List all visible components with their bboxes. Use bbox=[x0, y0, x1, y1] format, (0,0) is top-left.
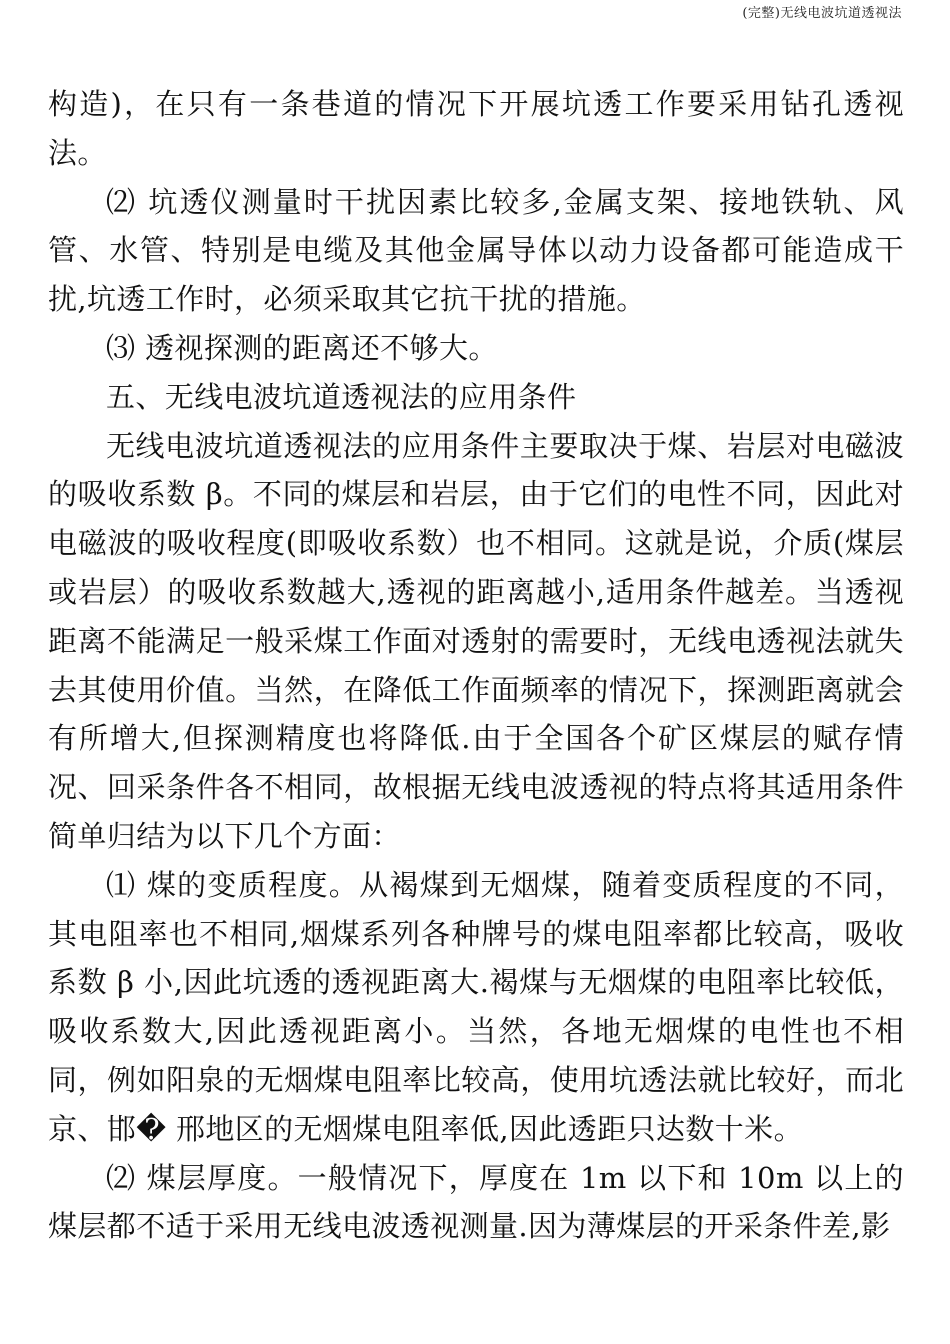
document-body bbox=[48, 80, 904, 1251]
section-heading-5: 五、无线电波坑道透视法的应用条件 bbox=[106, 379, 577, 414]
paragraph-item-3-distance: ⑶ 透视探测的距离还不够大。 bbox=[106, 330, 498, 365]
paragraph-item-1-metamorphism: ⑴ 煤的变质程度。从褐煤到无烟煤，随着变质程度的不同，其电阻率也不相同,烟煤系列各种牌号的煤电阻率都比较高，吸收系数 β 小,因此坑透的透视距离大.褐煤与无烟煤的电阻率比较低，吸收系数大,因此透视距离小。当然，各地无烟煤的电性也不相同，例如阳泉的无烟煤电阻率比较高，使用坑透法就比较好，而北京、邯� 邢地区的无烟煤电阻率低,因此透距只达数十米。 bbox=[48, 867, 904, 1146]
running-header-title: (完整)无线电波坑道透视法 bbox=[742, 6, 902, 21]
paragraph-item-2-interference: ⑵ 坑透仪测量时干扰因素比较多,金属支架、接地铁轨、风管、水管、特别是电缆及其他金属导体以动力设备都可能造成干扰,坑透工作时，必须采取其它抗干扰的措施。 bbox=[48, 184, 904, 317]
paragraph-application-conditions: 无线电波坑道透视法的应用条件主要取决于煤、岩层对电磁波的吸收系数 β。不同的煤层和岩层，由于它们的电性不同，因此对电磁波的吸收程度(即吸收系数）也不相同。这就是说，介质(煤层或岩层）的吸收系数越大,透视的距离越小,适用条件越差。当透视距离不能满足一般采煤工作面对透射的需要时，无线电透视法就失去其使用价值。当然，在降低工作面频率的情况下，探测距离就会有所增大,但探测精度也将降低.由于全国各个矿区煤层的赋存情况、回采条件各不相同，故根据无线电波透视的特点将其适用条件简单归结为以下几个方面： bbox=[48, 428, 904, 853]
paragraph-item-2-thickness: ⑵ 煤层厚度。一般情况下，厚度在 1m 以下和 10m 以上的煤层都不适于采用无线电波透视测量.因为薄煤层的开采条件差,影 bbox=[48, 1160, 904, 1244]
paragraph-continuation: 构造)，在只有一条巷道的情况下开展坑透工作要采用钻孔透视法。 bbox=[48, 87, 904, 170]
